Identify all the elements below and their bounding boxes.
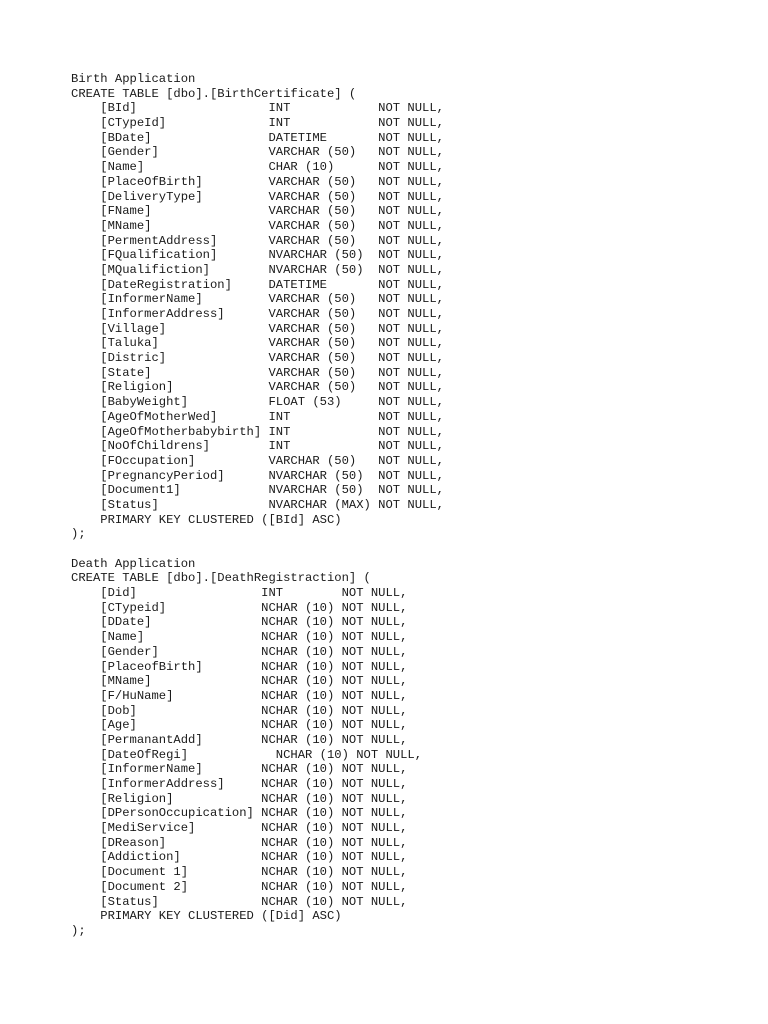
death-column-document-1: [Document 1] NCHAR (10) NOT NULL, (71, 865, 408, 880)
birth-column-noofchildrens: [NoOfChildrens] INT NOT NULL, (71, 439, 444, 454)
birth-column-babyweight: [BabyWeight] FLOAT (53) NOT NULL, (71, 395, 444, 410)
death-statement-end: ); (71, 923, 86, 938)
death-application-section (71, 557, 711, 939)
death-column-dreason: [DReason] NCHAR (10) NOT NULL, (71, 835, 408, 850)
birth-primary-key: PRIMARY KEY CLUSTERED ([BId] ASC) (71, 512, 342, 527)
birth-column-status: [Status] NVARCHAR (MAX) NOT NULL, (71, 497, 444, 512)
death-column-addiction: [Addiction] NCHAR (10) NOT NULL, (71, 850, 408, 865)
birth-column-bdate: [BDate] DATETIME NOT NULL, (71, 130, 444, 145)
death-column-name: [Name] NCHAR (10) NOT NULL, (71, 630, 408, 645)
death-column-ctypeid: [CTypeid] NCHAR (10) NOT NULL, (71, 600, 408, 615)
death-column-mname: [MName] NCHAR (10) NOT NULL, (71, 674, 408, 689)
birth-column-distric: [Distric] VARCHAR (50) NOT NULL, (71, 351, 444, 366)
birth-column-mname: [MName] VARCHAR (50) NOT NULL, (71, 218, 444, 233)
death-section-title: Death Application (71, 556, 196, 571)
death-column-informername: [InformerName] NCHAR (10) NOT NULL, (71, 762, 408, 777)
death-column-dpersonoccupication: [DPersonOccupication] NCHAR (10) NOT NULL, (71, 806, 408, 821)
birth-statement-end: ); (71, 527, 86, 542)
birth-column-placeofbirth: [PlaceOfBirth] VARCHAR (50) NOT NULL, (71, 174, 444, 189)
birth-column-gender: [Gender] VARCHAR (50) NOT NULL, (71, 145, 444, 160)
death-column-status: [Status] NCHAR (10) NOT NULL, (71, 894, 408, 909)
birth-column-document1: [Document1] NVARCHAR (50) NOT NULL, (71, 483, 444, 498)
birth-column-bid: [BId] INT NOT NULL, (71, 101, 444, 116)
birth-column-taluka: [Taluka] VARCHAR (50) NOT NULL, (71, 336, 444, 351)
death-column-informeraddress: [InformerAddress] NCHAR (10) NOT NULL, (71, 777, 408, 791)
death-column-religion: [Religion] NCHAR (10) NOT NULL, (71, 791, 408, 806)
section-spacer (71, 542, 711, 557)
death-column-dateofregi: [DateOfRegi] NCHAR (10) NOT NULL, (71, 747, 423, 762)
birth-column-fqualification: [FQualification] NVARCHAR (50) NOT NULL, (71, 248, 444, 263)
birth-column-ctypeid: [CTypeId] INT NOT NULL, (71, 116, 444, 131)
death-column-did: [Did] INT NOT NULL, (71, 586, 408, 601)
death-column-mediservice: [MediService] NCHAR (10) NOT NULL, (71, 821, 408, 836)
birth-column-informername: [InformerName] VARCHAR (50) NOT NULL, (71, 292, 444, 307)
document-body (71, 72, 711, 939)
birth-create-table-statement: CREATE TABLE [dbo].[BirthCertificate] ( (71, 86, 357, 101)
death-column-gender: [Gender] NCHAR (10) NOT NULL, (71, 644, 408, 659)
birth-column-foccupation: [FOccupation] VARCHAR (50) NOT NULL, (71, 453, 444, 468)
birth-column-ageofmotherwed: [AgeOfMotherWed] INT NOT NULL, (71, 409, 444, 424)
death-column-fhuname: [F/HuName] NCHAR (10) NOT NULL, (71, 688, 408, 703)
birth-section-title: Birth Application (71, 72, 196, 86)
death-column-document-2: [Document 2] NCHAR (10) NOT NULL, (71, 879, 408, 894)
birth-column-ageofmotherbabybirth: [AgeOfMotherbabybirth] INT NOT NULL, (71, 424, 444, 439)
death-create-table-statement: CREATE TABLE [dbo].[DeathRegistraction] ( (71, 571, 371, 586)
death-column-permanantadd: [PermanantAdd] NCHAR (10) NOT NULL, (71, 732, 408, 747)
birth-column-fname: [FName] VARCHAR (50) NOT NULL, (71, 204, 444, 219)
birth-column-permentaddress: [PermentAddress] VARCHAR (50) NOT NULL, (71, 233, 444, 248)
birth-column-village: [Village] VARCHAR (50) NOT NULL, (71, 321, 444, 336)
birth-column-religion: [Religion] VARCHAR (50) NOT NULL, (71, 380, 444, 395)
birth-column-informeraddress: [InformerAddress] VARCHAR (50) NOT NULL, (71, 307, 444, 321)
death-primary-key: PRIMARY KEY CLUSTERED ([Did] ASC) (71, 909, 342, 924)
birth-column-state: [State] VARCHAR (50) NOT NULL, (71, 365, 444, 380)
birth-column-deliverytype: [DeliveryType] VARCHAR (50) NOT NULL, (71, 189, 444, 204)
birth-column-pregnancyperiod: [PregnancyPeriod] NVARCHAR (50) NOT NULL, (71, 468, 444, 483)
death-column-placeofbirth: [PlaceofBirth] NCHAR (10) NOT NULL, (71, 659, 408, 674)
birth-column-mqualifiction: [MQualifiction] NVARCHAR (50) NOT NULL, (71, 262, 444, 277)
death-column-dob: [Dob] NCHAR (10) NOT NULL, (71, 703, 408, 718)
birth-application-section (71, 72, 711, 542)
birth-column-dateregistration: [DateRegistration] DATETIME NOT NULL, (71, 277, 444, 292)
birth-column-name: [Name] CHAR (10) NOT NULL, (71, 160, 444, 175)
death-column-age: [Age] NCHAR (10) NOT NULL, (71, 718, 408, 733)
death-column-ddate: [DDate] NCHAR (10) NOT NULL, (71, 615, 408, 630)
